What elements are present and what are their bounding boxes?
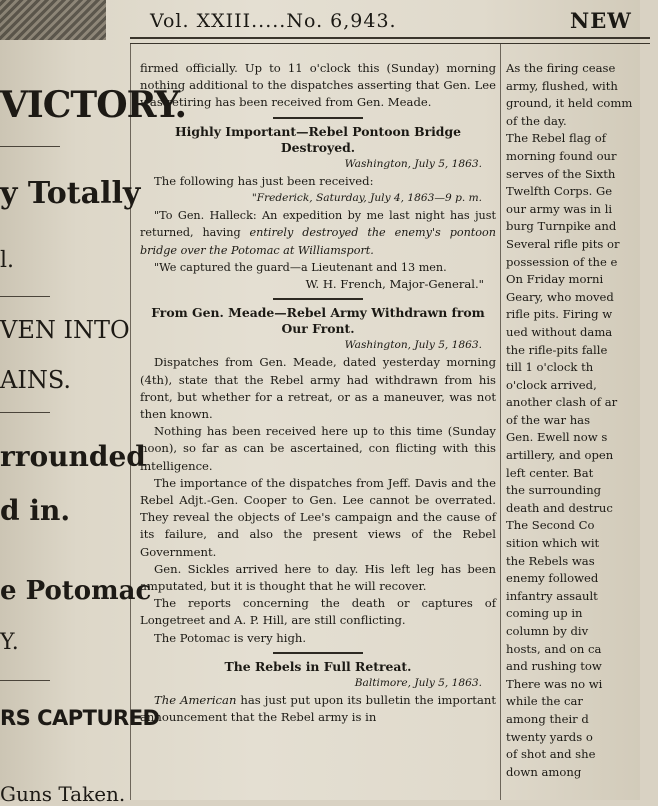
text-line: the surrounding: [506, 483, 602, 498]
text-line: On Friday morni: [506, 272, 604, 287]
masthead-rule-thin: [130, 43, 650, 44]
headline: RS CAPTURED: [0, 706, 160, 730]
article-paragraph: The Potomac is very high.: [154, 630, 307, 645]
paper-name: NEW: [570, 8, 632, 33]
text-line: of the day.: [506, 113, 567, 128]
text-line: of shot and she: [506, 747, 596, 762]
text-line: infantry assault: [506, 588, 598, 603]
masthead-rule: [130, 37, 650, 39]
headline: Guns Taken.: [0, 782, 126, 806]
telegram-dateline: "Frederick, Saturday, July 4, 1863—9 p. m.: [251, 192, 482, 205]
article-headline: From Gen. Meade—Rebel Army Withdrawn from Our Front.: [151, 305, 485, 337]
column-divider: [130, 44, 131, 800]
article-paragraph: Nothing has been received here up to this time (Sunday noon), so far as can be ascertained, con flicting with this intelligence.: [140, 424, 496, 473]
telegram-signature: W. H. French, Major-General.": [305, 277, 484, 292]
article-paragraph: Dispatches from Gen. Meade, dated yesterday morning (4th), state that the Rebel army had withdrawn from his front, but whether for a retreat, or as a maneuver, was not then known.: [140, 355, 496, 422]
article-headline: Highly Important—Rebel Pontoon Bridge Destroyed.: [174, 123, 462, 155]
text-line: ued without dama: [506, 324, 613, 339]
article-dateline: Washington, July 5, 1863.: [344, 157, 482, 170]
headline-rule: [0, 412, 50, 413]
article-dateline: Washington, July 5, 1863.: [344, 339, 482, 352]
article-paragraph: Gen. Sickles arrived here to day. His left leg has been amputated, but it is thought that he will recover.: [140, 561, 496, 594]
headline: y Totally: [0, 176, 141, 211]
headline: rrounded: [0, 440, 146, 473]
text-line: twenty yards o: [506, 729, 593, 744]
telegram-emphasis: entirely destroyed the enemy's pontoon bridge over the Potomac at Williamsport.: [140, 226, 496, 257]
telegram-body: [140, 207, 496, 259]
text-line: Gen. Ewell now s: [506, 430, 608, 445]
text-line: o'clock arrived,: [506, 377, 597, 392]
text-line: Twelfth Corps. Ge: [506, 184, 613, 199]
text-line: The Rebel flag of: [506, 131, 607, 146]
text-line: of the war has: [506, 412, 591, 427]
headline: l.: [0, 248, 15, 273]
text-line: enemy followed: [506, 571, 599, 586]
text-line: among their d: [506, 711, 589, 726]
headline: d in.: [0, 494, 71, 527]
text-line: rifle pits. Firing w: [506, 307, 613, 322]
article-paragraph: The reports concerning the death or captures of Longetreet and A. P. Hill, are still conflicting.: [140, 596, 496, 628]
text-line: There was no wi: [506, 676, 603, 691]
text-line: morning found our: [506, 148, 617, 163]
headline-rule: [0, 296, 50, 297]
middle-column-articles: [140, 60, 496, 800]
text-line: As the firing cease: [506, 61, 616, 75]
article-text: has just put upon its bulletin the important announcement that the Rebel army is in: [140, 693, 496, 725]
text-line: our army was in li: [506, 201, 613, 216]
article-paragraph: [140, 692, 496, 726]
text-line: and rushing tow: [506, 659, 602, 674]
text-line: burg Turnpike and: [506, 219, 617, 234]
text-line: ground, it held comm: [506, 96, 633, 111]
text-line: Geary, who moved: [506, 289, 614, 304]
volume-number: Vol. XXIII.....No. 6,943.: [150, 10, 397, 32]
headline: Y.: [0, 630, 19, 655]
headline-rule: [0, 680, 50, 681]
headline: VEN INTO: [0, 316, 130, 344]
telegram-body-2: "We captured the guard—a Lieutenant and 13 men.: [154, 260, 447, 274]
text-line: while the car: [506, 694, 583, 709]
article-divider: [273, 652, 363, 654]
headline: e Potomac: [0, 576, 152, 606]
article-paragraph: The importance of the dispatches from Jeff. Davis and the Rebel Adjt.-Gen. Cooper to Gen. Lee cannot be overrated. They reveal the objects of Lee's campaign and the cause of its failure, and also the present views of the Rebel Government.: [140, 475, 496, 559]
article-headline: The Rebels in Full Retreat.: [224, 658, 412, 674]
opening-paragraph: firmed officially. Up to 11 o'clock this (Sunday) morning nothing additional to the dispatches asserting that Gen. Lee was retiring has been received from Gen. Meade.: [140, 61, 496, 110]
text-line: artillery, and open: [506, 448, 614, 463]
text-line: column by div: [506, 624, 589, 638]
headline-rule: [0, 146, 60, 147]
text-line: another clash of ar: [506, 395, 618, 410]
masthead-engraving: [0, 0, 106, 40]
article-intro: The following has just been received:: [154, 173, 374, 188]
article-divider: [273, 298, 363, 300]
headline: VICTORY.: [0, 84, 186, 126]
telegram-text: "To Gen. Halleck: An expedition by me last night has just returned, having: [140, 209, 496, 240]
article-divider: [273, 117, 363, 119]
text-line: hosts, and on ca: [506, 641, 602, 656]
text-line: till 1 o'clock th: [506, 360, 594, 375]
text-line: down among: [506, 764, 582, 779]
left-column-headlines: [0, 0, 186, 806]
text-line: possession of the e: [506, 254, 618, 269]
right-column-article: [506, 60, 656, 800]
article-dateline: Baltimore, July 5, 1863.: [354, 676, 482, 689]
newspaper-name: The American: [154, 693, 237, 708]
text-line: coming up in: [506, 606, 583, 621]
text-line: Several rifle pits or: [506, 236, 620, 251]
text-line: army, flushed, with: [506, 78, 618, 93]
text-line: The Second Co: [506, 518, 595, 533]
text-line: sition which wit: [506, 536, 600, 551]
text-line: serves of the Sixth: [506, 166, 616, 181]
text-line: the Rebels was: [506, 553, 595, 568]
text-line: the rifle-pits falle: [506, 342, 608, 357]
masthead: [138, 6, 658, 36]
text-line: death and destruc: [506, 500, 613, 515]
headline: AINS.: [0, 366, 72, 394]
text-line: left center. Bat: [506, 465, 594, 480]
column-divider: [500, 44, 501, 800]
